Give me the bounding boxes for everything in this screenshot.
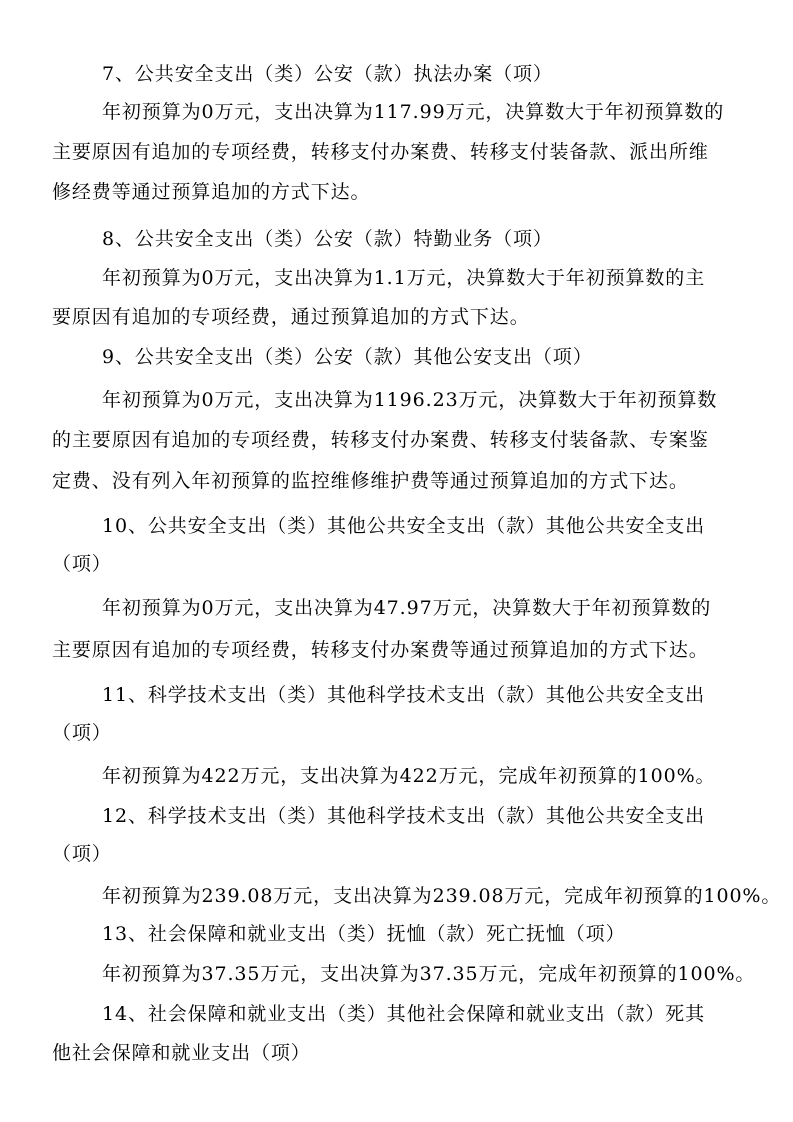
section-9-body-line: 定费、没有列入年初预算的监控维修维护费等通过预算追加的方式下达。 bbox=[52, 470, 689, 492]
section-13-body-line: 年初预算为37.35万元，支出决算为37.35万元，完成年初预算的100%。 bbox=[102, 963, 756, 985]
section-8-body-line: 要原因有追加的专项经费，通过预算追加的方式下达。 bbox=[52, 306, 530, 328]
section-14-heading: 14、社会保障和就业支出（类）其他社会保障和就业支出（款）死其 bbox=[102, 1003, 706, 1025]
section-9-body-line: 的主要原因有追加的专项经费，转移支付办案费、转移支付装备款、专案鉴 bbox=[52, 429, 709, 451]
section-10-heading: 10、公共安全支出（类）其他公共安全支出（款）其他公共安全支出 bbox=[102, 515, 706, 537]
section-9-body-line: 年初预算为0万元，支出决算为1196.23万元，决算数大于年初预算数 bbox=[102, 389, 718, 411]
section-11-body-line: 年初预算为422万元，支出决算为422万元，完成年初预算的100%。 bbox=[102, 765, 716, 787]
section-9-heading: 9、公共安全支出（类）公安（款）其他公安支出（项） bbox=[102, 346, 593, 368]
section-8-body-line: 年初预算为0万元，支出决算为1.1万元，决算数大于年初预算数的主 bbox=[102, 267, 706, 289]
section-10-body-line: 主要原因有追加的专项经费，转移支付办案费等通过预算追加的方式下达。 bbox=[52, 639, 709, 661]
section-7-body-line: 修经费等通过预算追加的方式下达。 bbox=[52, 181, 371, 203]
section-12-heading: 12、科学技术支出（类）其他科学技术支出（款）其他公共安全支出 bbox=[102, 805, 706, 827]
section-13-heading: 13、社会保障和就业支出（类）抚恤（款）死亡抚恤（项） bbox=[102, 923, 626, 945]
section-7-body-line: 年初预算为0万元，支出决算为117.99万元，决算数大于年初预算数的 bbox=[102, 101, 725, 123]
section-10-body-line: 年初预算为0万元，支出决算为47.97万元，决算数大于年初预算数的 bbox=[102, 597, 712, 619]
section-7-heading: 7、公共安全支出（类）公安（款）执法办案（项） bbox=[102, 63, 553, 85]
section-10-heading-cont: （项） bbox=[52, 553, 112, 575]
section-11-heading: 11、科学技术支出（类）其他科学技术支出（款）其他公共安全支出 bbox=[102, 684, 706, 706]
section-11-heading-cont: （项） bbox=[52, 722, 112, 744]
section-14-heading-cont: 他社会保障和就业支出（项） bbox=[52, 1042, 311, 1064]
section-12-body-line: 年初预算为239.08万元，支出决算为239.08万元，完成年初预算的100%。 bbox=[102, 885, 782, 907]
section-7-body-line: 主要原因有追加的专项经费，转移支付办案费、转移支付装备款、派出所维 bbox=[52, 141, 709, 163]
section-8-heading: 8、公共安全支出（类）公安（款）特勤业务（项） bbox=[102, 228, 553, 250]
section-12-heading-cont: （项） bbox=[52, 843, 112, 865]
